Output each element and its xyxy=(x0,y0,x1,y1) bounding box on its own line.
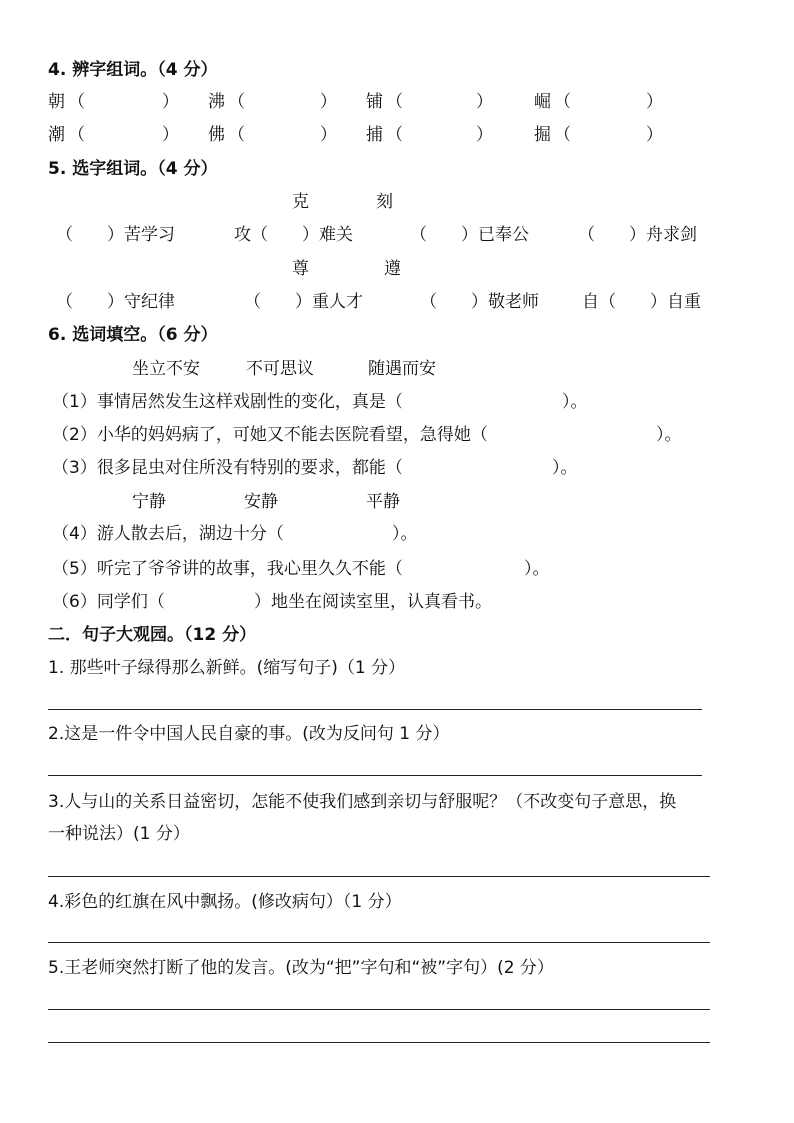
paren-close: ） xyxy=(646,125,663,145)
paren-open: （ xyxy=(228,92,245,112)
q4-char: 掘 xyxy=(534,125,551,145)
q6-word: 宁静 xyxy=(132,492,166,512)
q5-item: （ ）苦学习 xyxy=(56,225,175,245)
q5-item: （ ）舟求剑 xyxy=(578,225,697,245)
answer-line[interactable] xyxy=(48,942,710,943)
paren-close: ） xyxy=(162,92,179,112)
q6-word: 随遇而安 xyxy=(368,359,436,379)
q5-item: （ ）重人才 xyxy=(244,292,363,312)
q6-end: ）。 xyxy=(552,458,578,478)
q4-char: 铺 xyxy=(366,92,383,112)
answer-line[interactable] xyxy=(48,1009,710,1010)
q4-char: 朝 xyxy=(48,92,65,112)
paren-close: ） xyxy=(646,92,663,112)
paren-open: （ xyxy=(68,125,85,145)
paren-open: （ xyxy=(386,125,403,145)
part2-q5: 5.王老师突然打断了他的发言。(改为“把”字句和“被”字句）(2 分） xyxy=(48,958,554,978)
q6-end: ）。 xyxy=(524,559,550,579)
q4-char: 沸 xyxy=(208,92,225,112)
paren-close: ） xyxy=(476,92,493,112)
paren-close: ） xyxy=(476,125,493,145)
q5-item: （ ）已奉公 xyxy=(410,225,529,245)
q4-char: 崛 xyxy=(534,92,551,112)
q6-word: 平静 xyxy=(366,492,400,512)
q4-char: 佛 xyxy=(208,125,225,145)
q6-word: 安静 xyxy=(244,492,278,512)
q5-item: （ ）守纪律 xyxy=(56,292,175,312)
q5-choice: 克 xyxy=(292,192,309,212)
q6-word: 坐立不安 xyxy=(132,359,200,379)
part2-q2: 2.这是一件令中国人民自豪的事。(改为反问句 1 分） xyxy=(48,724,450,744)
paren-open: （ xyxy=(228,125,245,145)
paren-open: （ xyxy=(386,92,403,112)
q5-item: （ ）敬老师 xyxy=(420,292,539,312)
paren-open: （ xyxy=(554,92,571,112)
q5-choice: 遵 xyxy=(384,259,401,279)
q6-sentence: （2）小华的妈妈病了，可她又不能去医院看望，急得她（ xyxy=(52,425,488,445)
paren-close: ） xyxy=(320,92,337,112)
answer-line[interactable] xyxy=(48,1042,710,1043)
q6-title: 6. 选词填空。（6 分） xyxy=(48,325,218,345)
part2-q1: 1. 那些叶子绿得那么新鲜。(缩写句子)（1 分） xyxy=(48,658,406,678)
q6-sentence: （1）事情居然发生这样戏剧性的变化，真是（ xyxy=(52,392,403,412)
q6-sentence: ）地坐在阅读室里，认真看书。 xyxy=(254,592,492,612)
paren-close: ） xyxy=(320,125,337,145)
q6-sentence: （4）游人散去后，湖边十分（ xyxy=(52,524,284,544)
answer-line[interactable] xyxy=(48,775,702,776)
answer-line[interactable] xyxy=(48,876,710,877)
q5-choice: 尊 xyxy=(292,259,309,279)
q5-item: 攻（ ）难关 xyxy=(234,225,353,245)
q5-choice: 刻 xyxy=(376,192,393,212)
q5-title: 5. 选字组词。（4 分） xyxy=(48,159,218,179)
q6-sentence: （5）听完了爷爷讲的故事，我心里久久不能（ xyxy=(52,559,403,579)
q5-item: 自（ ）自重 xyxy=(582,292,701,312)
q6-sentence: （3）很多昆虫对住所没有特别的要求，都能（ xyxy=(52,458,403,478)
q6-end: ）。 xyxy=(392,524,418,544)
answer-line[interactable] xyxy=(48,709,702,710)
q6-end: ）。 xyxy=(656,425,682,445)
paren-close: ） xyxy=(162,125,179,145)
part2-title: 二．句子大观园。（12 分） xyxy=(48,625,257,645)
q4-title: 4. 辨字组词。（4 分） xyxy=(48,60,218,80)
q4-char: 潮 xyxy=(48,125,65,145)
part2-q4: 4.彩色的红旗在风中飘扬。(修改病句）（1 分） xyxy=(48,892,402,912)
part2-q3-line2: 一种说法）(1 分） xyxy=(48,824,190,844)
q4-char: 捕 xyxy=(366,125,383,145)
q6-sentence: （6）同学们（ xyxy=(52,592,165,612)
paren-open: （ xyxy=(554,125,571,145)
q6-word: 不可思议 xyxy=(246,359,314,379)
q6-end: ）。 xyxy=(562,392,588,412)
part2-q3-line1: 3.人与山的关系日益密切，怎能不使我们感到亲切与舒服呢？（不改变句子意思，换 xyxy=(48,792,677,812)
paren-open: （ xyxy=(68,92,85,112)
